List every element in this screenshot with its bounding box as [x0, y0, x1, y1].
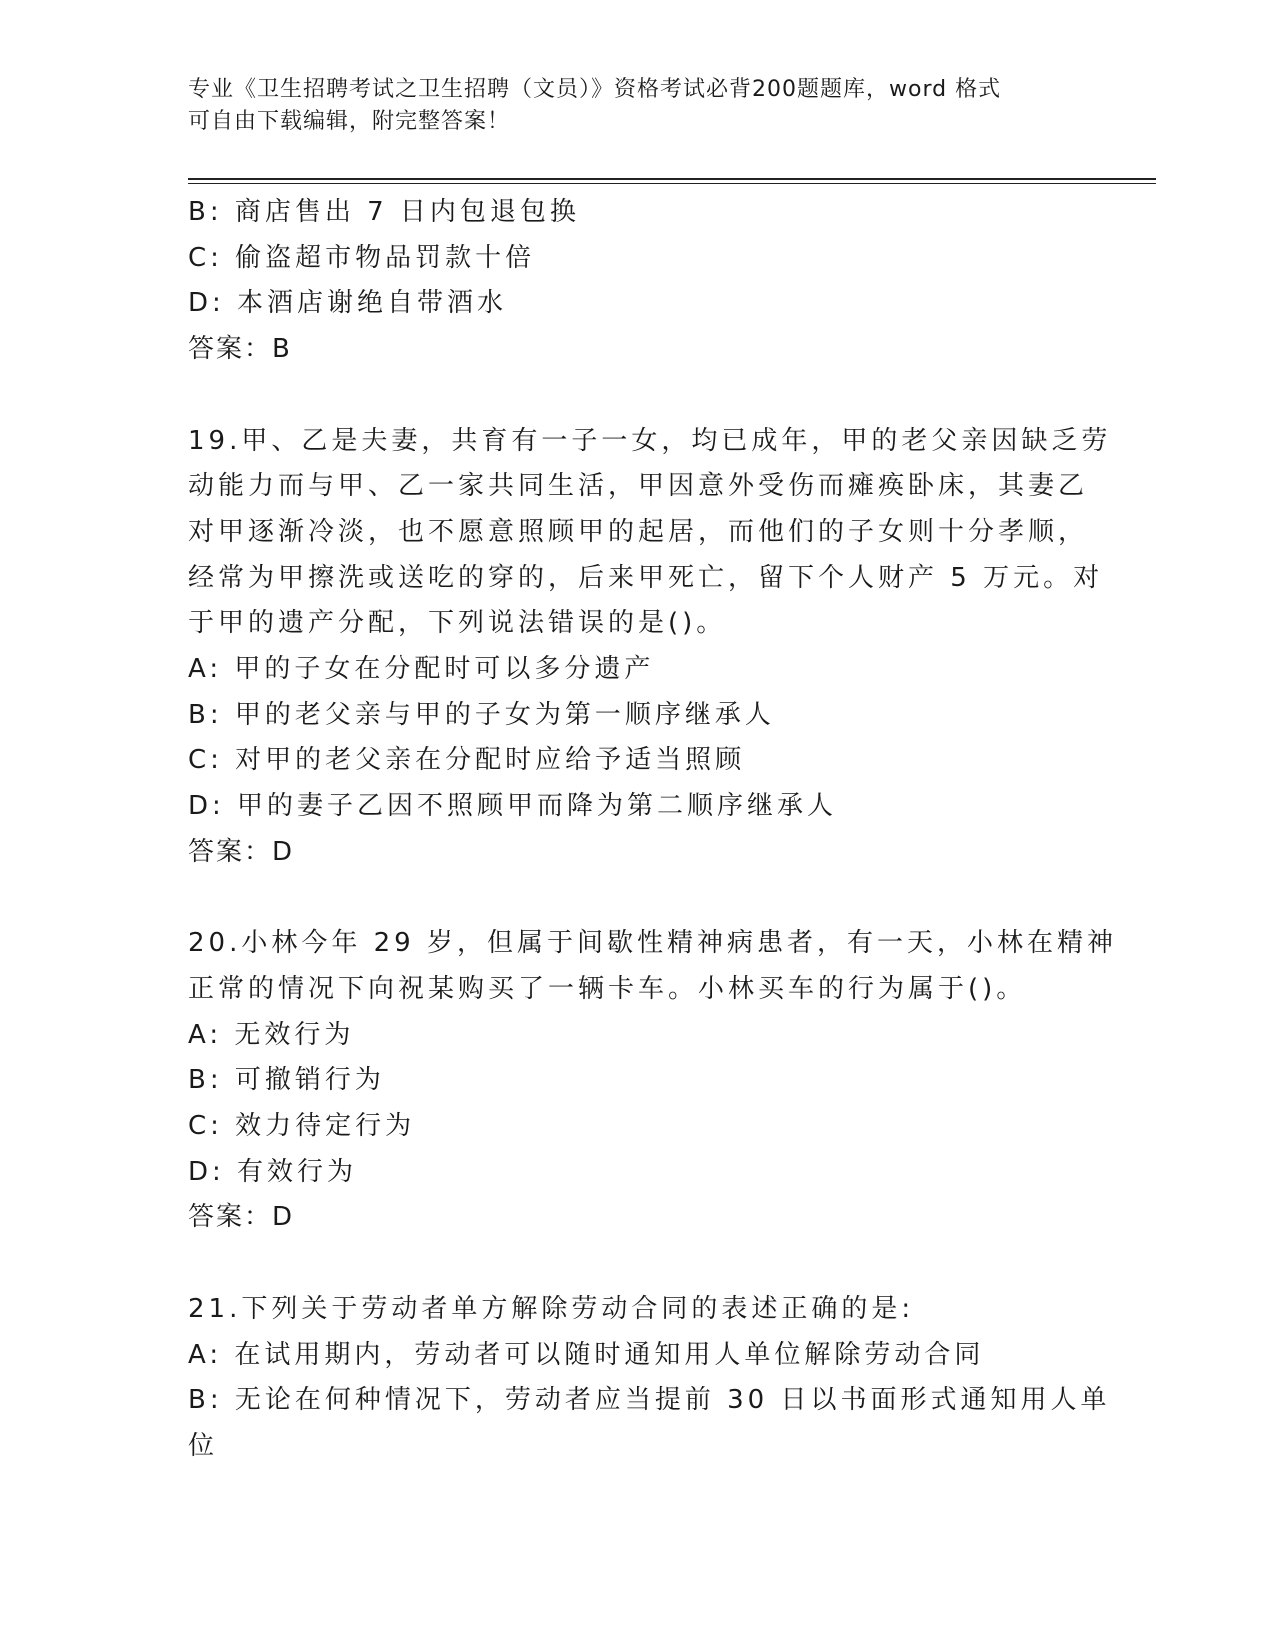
q21-option-a: A: 在试用期内，劳动者可以随时通知用人单位解除劳动合同 — [188, 1339, 985, 1370]
spacer — [188, 373, 1088, 419]
q19-stem-line-1: 19.甲、乙是夫妻，共育有一子一女，均已成年，甲的老父亲因缺乏劳 — [188, 425, 1112, 456]
document-body — [188, 190, 1117, 1470]
q18-answer: 答案：B — [188, 334, 292, 365]
q19-option-b: B: 甲的老父亲与甲的子女为第一顺序继承人 — [188, 699, 775, 730]
q19-option-c: C: 对甲的老父亲在分配时应给予适当照顾 — [188, 745, 746, 776]
header-rule-thick — [188, 178, 1156, 180]
q19-stem-line-2: 动能力而与甲、乙一家共同生活，甲因意外受伤而瘫痪卧床，其妻乙 — [188, 471, 1089, 502]
q19-stem-line-4: 经常为甲擦洗或送吃的穿的，后来甲死亡，留下个人财产 5 万元。对 — [188, 562, 1104, 593]
q19-option-d: D: 甲的妻子乙因不照顾甲而降为第二顺序继承人 — [188, 791, 838, 822]
spacer — [188, 876, 1088, 922]
q20-option-b: B: 可撤销行为 — [188, 1065, 385, 1096]
q21-stem-line-1: 21.下列关于劳动者单方解除劳动合同的表述正确的是: — [188, 1293, 915, 1324]
question-20 — [188, 921, 1117, 1241]
question-21 — [188, 1287, 1111, 1470]
q20-option-a: A: 无效行为 — [188, 1019, 355, 1050]
q19-stem-line-3: 对甲逐渐冷淡，也不愿意照顾甲的起居，而他们的子女则十分孝顺， — [188, 516, 1089, 547]
q19-option-a: A: 甲的子女在分配时可以多分遗产 — [188, 654, 655, 685]
q21-option-b-line-1: B: 无论在何种情况下，劳动者应当提前 30 日以书面形式通知用人单 — [188, 1385, 1111, 1416]
q21-option-b-line-2: 位 — [188, 1430, 219, 1461]
spacer — [188, 1241, 1088, 1287]
q20-stem-line-1: 20.小林今年 29 岁，但属于间歇性精神病患者，有一天，小林在精神 — [188, 928, 1117, 959]
q19-stem-line-5: 于甲的遗产分配，下列说法错误的是()。 — [188, 608, 727, 639]
q20-stem-line-2: 正常的情况下向祝某购买了一辆卡车。小林买车的行为属于()。 — [188, 973, 1027, 1004]
q18-option-b: B: 商店售出 7 日内包退包换 — [188, 197, 580, 227]
q20-answer: 答案：D — [188, 1202, 295, 1233]
header-title-line-1: 专业《卫生招聘考试之卫生招聘（文员）》资格考试必背200题题库，word 格式 — [188, 77, 1002, 102]
document-header — [188, 74, 1068, 138]
q18-option-d: D: 本酒店谢绝自带酒水 — [188, 288, 508, 319]
q20-option-d: D: 有效行为 — [188, 1156, 358, 1187]
question-18-tail — [188, 190, 1088, 373]
q20-option-c: C: 效力待定行为 — [188, 1111, 416, 1142]
header-rule-thin — [188, 183, 1156, 184]
question-19 — [188, 419, 1112, 876]
header-title-line-2: 可自由下载编辑，附完整答案！ — [188, 109, 511, 134]
q19-answer: 答案：D — [188, 836, 295, 867]
q18-option-c: C: 偷盗超市物品罚款十倍 — [188, 242, 536, 273]
